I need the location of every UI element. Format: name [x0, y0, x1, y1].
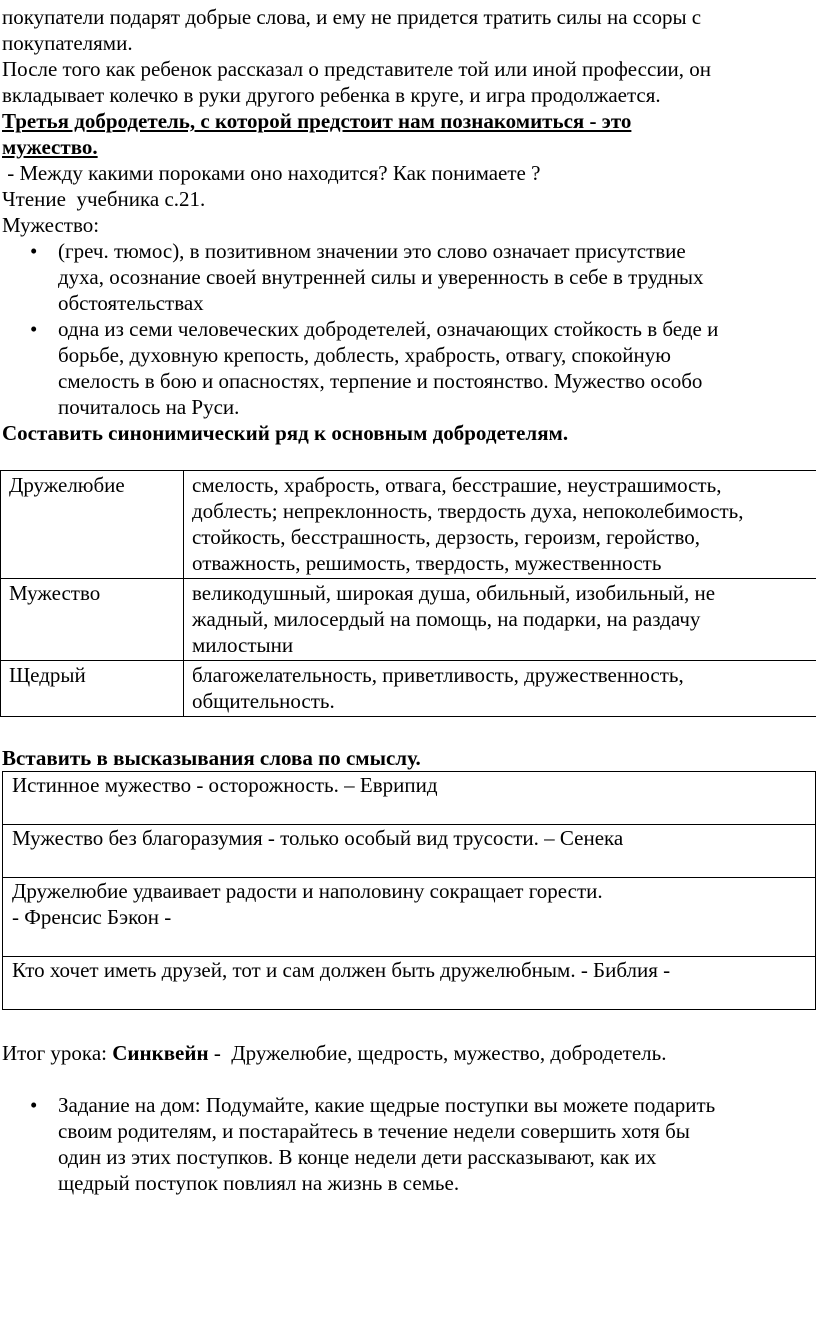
table-row — [3, 825, 816, 878]
table-row — [3, 772, 816, 825]
list-item: • одна из семи человеческих добродетелей, означающих стойкость в беде и борьбе, духовную крепость, доблесть, храбрость, отвагу, спокойную смелость в бою и опасностях, терпение и постоянство. Мужество особо почиталось на Руси. — [30, 317, 719, 419]
table-row — [3, 957, 816, 1010]
courage-label: Мужество: — [2, 213, 100, 237]
intro-paragraph — [2, 4, 814, 108]
bullet-icon: • — [30, 239, 38, 263]
virtue-heading — [2, 108, 814, 160]
virtue-heading-line: мужество. — [2, 135, 98, 159]
table-row — [1, 579, 816, 661]
quotes-task-heading: Вставить в высказывания слова по смыслу. — [2, 746, 421, 770]
quote-cell: Мужество без благоразумия - только особый вид трусости. – Сенека — [3, 825, 816, 878]
reading-text: Чтение учебника с.21. — [2, 187, 206, 211]
table-row — [1, 471, 816, 579]
table-cell-term: Мужество — [1, 579, 184, 661]
intro-line: покупатели подарят добрые слова, и ему не придется тратить силы на ссоры с — [2, 5, 702, 29]
quotes-table — [2, 771, 816, 1010]
quote-cell: Истинное мужество - осторожность. – Еврипид — [3, 772, 816, 825]
quote-cell: Кто хочет иметь друзей, тот и сам должен быть дружелюбным. - Библия - — [3, 957, 816, 1010]
bullet-icon: • — [30, 1093, 38, 1117]
table-row — [3, 878, 816, 957]
table-cell-synonyms: смелость, храбрость, отвага, бесстрашие, неустрашимость, доблесть; непреклонность, твердость духа, непоколебимость, стойкость, бесстрашность, дерзость, героизм, геройство, отважность, решимость, твердость, мужественность — [184, 471, 816, 579]
lesson-summary: Итог урока: Синквейн - Дружелюбие, щедрость, мужество, добродетель. — [2, 1041, 667, 1065]
document-page — [2, 0, 814, 1196]
synonym-table — [0, 470, 816, 717]
table-cell-synonyms: благожелательность, приветливость, дружественность, общительность. — [184, 661, 816, 717]
quote-cell: Дружелюбие удваивает радости и наполовину сокращает горести. - Френсис Бэкон - — [3, 878, 816, 957]
list-item: • (греч. тюмос), в позитивном значении это слово означает присутствие духа, осознание своей внутренней силы и уверенность в себе в трудных обстоятельствах — [30, 239, 704, 315]
list-item: • Задание на дом: Подумайте, какие щедрые поступки вы можете подарить своим родителям, и постарайтесь в течение недели совершить хотя бы один из этих поступков. В конце недели дети рассказывают, как их щедрый поступок повлиял на жизнь в семье. — [30, 1093, 716, 1195]
virtue-heading-line: Третья добродетель, с которой предстоит нам познакомиться - это — [2, 109, 632, 133]
table-row — [1, 661, 816, 717]
intro-line: покупателями. — [2, 31, 133, 55]
intro-line: вкладывает колечко в руки другого ребенка в круге, и игра продолжается. — [2, 83, 661, 107]
synonym-task-heading: Составить синонимический ряд к основным добродетелям. — [2, 421, 569, 445]
bullet-icon: • — [30, 317, 38, 341]
homework-list — [2, 1092, 814, 1196]
question-text: - Между какими пороками оно находится? Как понимаете ? — [2, 161, 541, 185]
table-cell-term: Дружелюбие — [1, 471, 184, 579]
intro-line: После того как ребенок рассказал о представителе той или иной профессии, он — [2, 57, 711, 81]
courage-definitions — [2, 238, 814, 420]
table-cell-term: Щедрый — [1, 661, 184, 717]
table-cell-synonyms: великодушный, широкая душа, обильный, изобильный, не жадный, милосердый на помощь, на подарки, на раздачу милостыни — [184, 579, 816, 661]
